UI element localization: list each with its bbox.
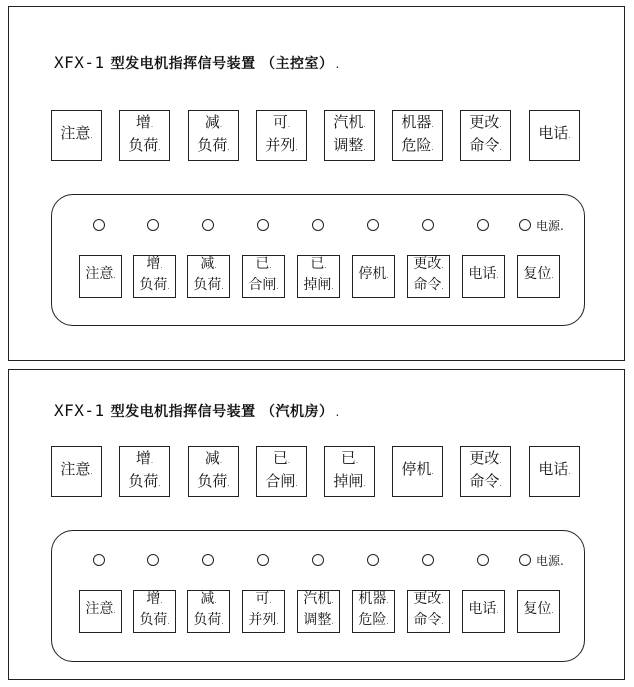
button-label-line: 并列 ‧ xyxy=(265,136,297,159)
signal-button[interactable] xyxy=(297,255,340,298)
button-label-line: 电话 ‧ xyxy=(538,460,570,483)
button-label-line: 注意 ‧ xyxy=(85,266,115,287)
indicator-lamp xyxy=(477,554,489,566)
command-button[interactable] xyxy=(188,110,239,161)
title-tail: . xyxy=(335,405,340,419)
command-button[interactable] xyxy=(256,110,307,161)
button-label-line: 汽机 ‧ xyxy=(303,591,333,612)
button-label-line: 已 ‧ xyxy=(273,449,290,472)
command-button[interactable] xyxy=(392,446,443,497)
signal-button[interactable] xyxy=(407,590,450,633)
power-indicator-lamp xyxy=(519,219,531,231)
button-label-line: 机器 ‧ xyxy=(401,113,433,136)
panel-title xyxy=(54,53,340,73)
button-label-line: 停机 ‧ xyxy=(401,460,433,483)
button-label-line: 合闸 ‧ xyxy=(248,277,278,298)
device-name: 型发电机指挥信号装置 （主控室） xyxy=(110,56,334,72)
button-label-line: 注意 ‧ xyxy=(60,124,92,147)
button-label-line: 更改 ‧ xyxy=(413,591,443,612)
button-label-line: 调整 ‧ xyxy=(333,136,365,159)
button-label-line: 命令 ‧ xyxy=(469,136,501,159)
button-label-line: 停机 ‧ xyxy=(358,266,388,287)
button-label-line: 负荷 ‧ xyxy=(128,136,160,159)
button-label-line: 负荷 ‧ xyxy=(197,136,229,159)
signal-button[interactable] xyxy=(187,590,230,633)
signal-button[interactable] xyxy=(462,590,505,633)
button-label-line: 电话 ‧ xyxy=(468,266,498,287)
signal-button[interactable] xyxy=(79,255,122,298)
signal-button[interactable] xyxy=(79,590,122,633)
button-label-line: 已 ‧ xyxy=(341,449,358,472)
signal-button[interactable] xyxy=(187,255,230,298)
indicator-lamp xyxy=(202,554,214,566)
indicator-lamp xyxy=(93,554,105,566)
button-label-line: 机器 ‧ xyxy=(358,591,388,612)
button-label-line: 增 ‧ xyxy=(136,449,153,472)
button-label-line: 危险 ‧ xyxy=(358,612,388,633)
button-label-line: 合闸 ‧ xyxy=(265,472,297,495)
command-button[interactable] xyxy=(460,110,511,161)
signal-button[interactable] xyxy=(242,255,285,298)
button-label-line: 减 ‧ xyxy=(200,591,216,612)
device-name: 型发电机指挥信号装置 （汽机房） xyxy=(110,404,334,420)
command-button[interactable] xyxy=(460,446,511,497)
button-label-line: 已 ‧ xyxy=(310,256,326,277)
command-button[interactable] xyxy=(51,446,102,497)
button-label-line: 增 ‧ xyxy=(146,591,162,612)
button-label-line: 注意 ‧ xyxy=(85,601,115,622)
command-button[interactable] xyxy=(529,446,580,497)
button-label-line: 命令 ‧ xyxy=(413,612,443,633)
button-label-line: 掉闸 ‧ xyxy=(303,277,333,298)
model-code: XFX-1 xyxy=(54,401,105,420)
button-label-line: 危险 ‧ xyxy=(401,136,433,159)
command-button[interactable] xyxy=(529,110,580,161)
button-label-line: 负荷 ‧ xyxy=(197,472,229,495)
signal-button[interactable] xyxy=(517,255,560,298)
signal-button[interactable] xyxy=(517,590,560,633)
button-label-line: 减 ‧ xyxy=(200,256,216,277)
command-button[interactable] xyxy=(188,446,239,497)
button-label-line: 增 ‧ xyxy=(136,113,153,136)
button-label-line: 调整 ‧ xyxy=(303,612,333,633)
panel-turbine-room xyxy=(8,369,625,680)
button-label-line: 减 ‧ xyxy=(205,449,222,472)
indicator-lamp xyxy=(367,219,379,231)
command-button[interactable] xyxy=(256,446,307,497)
button-label-line: 增 ‧ xyxy=(146,256,162,277)
button-label-line: 并列 ‧ xyxy=(248,612,278,633)
power-indicator-lamp xyxy=(519,554,531,566)
button-label-line: 更改 ‧ xyxy=(469,113,501,136)
command-button[interactable] xyxy=(324,446,375,497)
command-button[interactable] xyxy=(392,110,443,161)
signal-button[interactable] xyxy=(133,255,176,298)
button-label-line: 电话 ‧ xyxy=(538,124,570,147)
indicator-lamp xyxy=(93,219,105,231)
indicator-lamp xyxy=(312,219,324,231)
button-label-line: 命令 ‧ xyxy=(413,277,443,298)
button-label-line: 复位 ‧ xyxy=(523,601,553,622)
button-label-line: 命令 ‧ xyxy=(469,472,501,495)
title-tail: . xyxy=(335,57,340,71)
button-label-line: 负荷 ‧ xyxy=(128,472,160,495)
panel-main-control-room xyxy=(8,6,625,361)
button-label-line: 掉闸 ‧ xyxy=(333,472,365,495)
indicator-lamp xyxy=(367,554,379,566)
indicator-lamp xyxy=(422,554,434,566)
indicator-lamp xyxy=(202,219,214,231)
indicator-lamp xyxy=(147,554,159,566)
signal-button[interactable] xyxy=(242,590,285,633)
button-label-line: 负荷 ‧ xyxy=(193,612,223,633)
panel-title xyxy=(54,401,340,421)
button-label-line: 负荷 ‧ xyxy=(139,612,169,633)
indicator-lamp xyxy=(257,554,269,566)
button-label-line: 更改 ‧ xyxy=(469,449,501,472)
signal-button[interactable] xyxy=(462,255,505,298)
button-label-line: 可 ‧ xyxy=(273,113,290,136)
button-label-line: 可 ‧ xyxy=(255,591,271,612)
signal-button[interactable] xyxy=(352,255,395,298)
button-label-line: 复位 ‧ xyxy=(523,266,553,287)
button-label-line: 电话 ‧ xyxy=(468,601,498,622)
button-label-line: 负荷 ‧ xyxy=(139,277,169,298)
indicator-lamp xyxy=(422,219,434,231)
power-label: 电源. xyxy=(536,219,564,233)
button-label-line: 减 ‧ xyxy=(205,113,222,136)
power-label: 电源. xyxy=(536,554,564,568)
command-button[interactable] xyxy=(119,446,170,497)
indicator-lamp xyxy=(147,219,159,231)
indicator-lamp xyxy=(312,554,324,566)
button-label-line: 负荷 ‧ xyxy=(193,277,223,298)
signal-button[interactable] xyxy=(297,590,340,633)
button-label-line: 注意 ‧ xyxy=(60,460,92,483)
button-label-line: 汽机 ‧ xyxy=(333,113,365,136)
button-label-line: 更改 ‧ xyxy=(413,256,443,277)
signal-button[interactable] xyxy=(407,255,450,298)
signal-button[interactable] xyxy=(352,590,395,633)
command-button[interactable] xyxy=(51,110,102,161)
button-label-line: 已 ‧ xyxy=(255,256,271,277)
indicator-lamp xyxy=(257,219,269,231)
command-button[interactable] xyxy=(324,110,375,161)
model-code: XFX-1 xyxy=(54,53,105,72)
signal-button[interactable] xyxy=(133,590,176,633)
indicator-lamp xyxy=(477,219,489,231)
command-button[interactable] xyxy=(119,110,170,161)
